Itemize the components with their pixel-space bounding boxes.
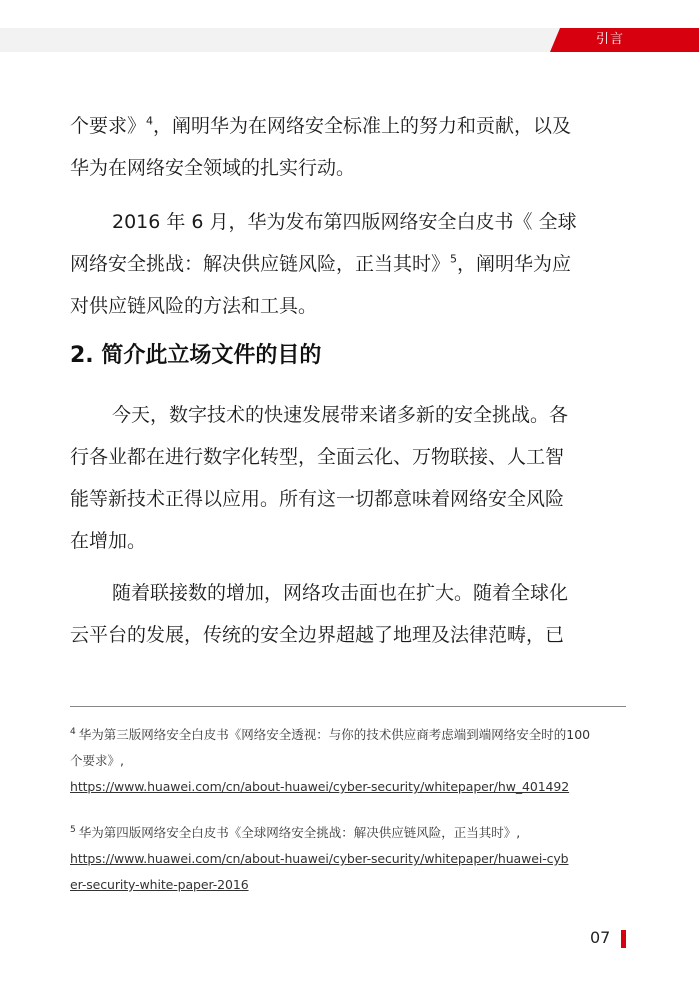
paragraph-2-line-1: 2016 年 6 月，华为发布第四版网络安全白皮书《 全球 xyxy=(112,211,577,233)
footnote-4 xyxy=(70,722,626,800)
paragraph-1-line-1 xyxy=(70,105,630,147)
footnote-ref-5[interactable]: 5 xyxy=(450,252,458,266)
paragraph-3-line-2: 行各业都在进行数字化转型，全面云化、万物联接、人工智 xyxy=(70,446,565,468)
text-segment: 网络安全挑战：解决供应链风险，正当其时》 xyxy=(70,253,451,275)
footnote-divider xyxy=(70,706,626,707)
text-segment: ，阐明华为在网络安全标准上的努力和贡献，以及 xyxy=(153,115,572,137)
paragraph-4 xyxy=(70,572,630,656)
footnote-4-link[interactable]: https://www.huawei.com/cn/about-huawei/cyber-security/whitepaper/hw_401492 xyxy=(70,779,570,794)
page-number: 07 xyxy=(590,928,611,947)
footnote-ref-4[interactable]: 4 xyxy=(146,114,154,128)
paragraph-4-line-1: 随着联接数的增加，网络攻击面也在扩大。随着全球化 xyxy=(112,582,569,604)
page-marker xyxy=(621,930,626,948)
text-segment: ，阐明华为应 xyxy=(457,253,572,275)
footnote-5-link-part-1[interactable]: https://www.huawei.com/cn/about-huawei/cyber-security/whitepaper/huawei-cyb xyxy=(70,851,569,866)
paragraph-3-line-4: 在增加。 xyxy=(70,530,147,552)
section-heading: 2. 简介此立场文件的目的 xyxy=(70,343,322,368)
paragraph-2-line-3: 对供应链风险的方法和工具。 xyxy=(70,295,318,317)
paragraph-3-line-1: 今天，数字技术的快速发展带来诸多新的安全挑战。各 xyxy=(112,404,569,426)
footnote-4-line-2: 个要求》, xyxy=(70,753,124,768)
paragraph-2-line-2 xyxy=(70,243,630,285)
text-segment: 个要求》 xyxy=(70,115,147,137)
paragraph-3 xyxy=(70,394,630,562)
footnote-number: 4 xyxy=(70,726,76,737)
paragraph-3-line-3: 能等新技术正得以应用。所有这一切都意味着网络安全风险 xyxy=(70,488,565,510)
footnote-5 xyxy=(70,820,626,898)
footnote-number: 5 xyxy=(70,824,76,835)
paragraph-4-line-2: 云平台的发展，传统的安全边界超越了地理及法律范畴，已 xyxy=(70,624,565,646)
footnote-text: 华为第四版网络安全白皮书《全球网络安全挑战：解决供应链风险，正当其时》, xyxy=(78,825,521,840)
footnote-5-line-1 xyxy=(70,820,626,846)
paragraph-1 xyxy=(70,105,630,189)
section-tab-label: 引言 xyxy=(595,32,624,47)
footnote-4-line-1 xyxy=(70,722,626,748)
footnote-5-link-part-2[interactable]: er-security-white-paper-2016 xyxy=(70,877,249,892)
paragraph-1-line-2: 华为在网络安全领域的扎实行动。 xyxy=(70,157,356,179)
footnote-text: 华为第三版网络安全白皮书《网络安全透视：与你的技术供应商考虑端到端网络安全时的100 xyxy=(78,727,591,742)
paragraph-2 xyxy=(70,201,630,327)
